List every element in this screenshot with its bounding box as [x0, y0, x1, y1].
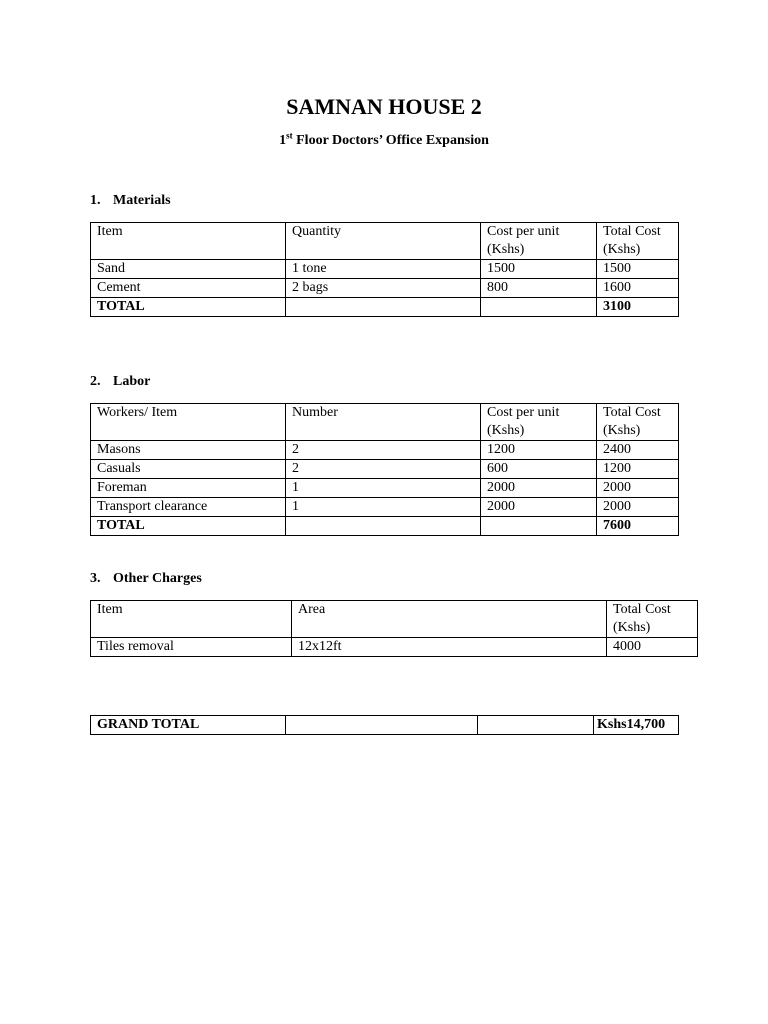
table-row [91, 498, 679, 517]
table-row [91, 460, 679, 479]
other-charges-heading-text: Other Charges [113, 571, 202, 586]
table-cell: Casuals [91, 460, 286, 479]
table-cell: Foreman [91, 479, 286, 498]
table-cell: 2 bags [286, 279, 481, 298]
table-cell: 800 [481, 279, 597, 298]
table-cell [478, 716, 594, 735]
total-label: TOTAL [91, 298, 286, 317]
table-cell: 2000 [597, 498, 679, 517]
table-row [91, 279, 679, 298]
table-cell: 1 tone [286, 260, 481, 279]
table-cell: 1 [286, 498, 481, 517]
subtitle-number: 1 [279, 133, 287, 148]
table-cell: 4000 [607, 638, 698, 657]
table-cell: Sand [91, 260, 286, 279]
table-cell: 600 [481, 460, 597, 479]
table-row [91, 260, 679, 279]
grand-total-label: GRAND TOTAL [91, 716, 286, 735]
subtitle-text: Floor Doctors’ Office Expansion [292, 133, 489, 148]
table-cell: 2000 [481, 498, 597, 517]
total-row [91, 517, 679, 536]
table-row [91, 479, 679, 498]
table-cell: 12x12ft [292, 638, 607, 657]
header-cell: Workers/ Item [91, 404, 286, 441]
table-cell: 2000 [597, 479, 679, 498]
labor-heading-text: Labor [113, 374, 151, 389]
table-cell [286, 716, 478, 735]
table-cell: 2 [286, 441, 481, 460]
materials-table [90, 222, 679, 317]
header-cell: Total Cost (Kshs) [597, 404, 679, 441]
document-subtitle [0, 131, 768, 151]
header-cell: Item [91, 223, 286, 260]
table-header-row [91, 601, 698, 638]
header-cell: Number [286, 404, 481, 441]
materials-heading-text: Materials [113, 193, 171, 208]
labor-number: 2. [90, 374, 101, 389]
document-title: SAMNAN HOUSE 2 [286, 94, 482, 119]
header-cell: Quantity [286, 223, 481, 260]
total-label: TOTAL [91, 517, 286, 536]
grand-total-value: Kshs14,700 [594, 716, 679, 735]
table-cell: 1200 [481, 441, 597, 460]
other-charges-table [90, 600, 698, 657]
total-value: 7600 [597, 517, 679, 536]
table-cell: 2 [286, 460, 481, 479]
materials-number: 1. [90, 193, 101, 208]
header-cell: Cost per unit (Kshs) [481, 223, 597, 260]
table-cell [481, 298, 597, 317]
table-cell [286, 517, 481, 536]
subtitle-ordinal: st [286, 130, 293, 141]
table-cell: Tiles removal [91, 638, 292, 657]
materials-heading [90, 192, 171, 210]
labor-table [90, 403, 679, 536]
grand-total-row [91, 716, 679, 735]
table-cell: 1500 [481, 260, 597, 279]
table-cell: 1500 [597, 260, 679, 279]
labor-heading [90, 373, 150, 391]
table-row [91, 441, 679, 460]
table-cell [286, 298, 481, 317]
header-cell: Total Cost (Kshs) [607, 601, 698, 638]
table-row [91, 638, 698, 657]
other-charges-heading [90, 570, 202, 588]
grand-total-table [90, 715, 679, 735]
total-value: 3100 [597, 298, 679, 317]
table-cell: Masons [91, 441, 286, 460]
header-cell: Area [292, 601, 607, 638]
table-cell: Transport clearance [91, 498, 286, 517]
total-row [91, 298, 679, 317]
other-charges-number: 3. [90, 571, 101, 586]
table-cell: 2400 [597, 441, 679, 460]
header-cell: Total Cost (Kshs) [597, 223, 679, 260]
table-cell: 1 [286, 479, 481, 498]
table-cell: 1200 [597, 460, 679, 479]
header-cell: Item [91, 601, 292, 638]
table-cell: 1600 [597, 279, 679, 298]
table-cell: Cement [91, 279, 286, 298]
table-header-row [91, 404, 679, 441]
header-cell: Cost per unit (Kshs) [481, 404, 597, 441]
table-header-row [91, 223, 679, 260]
table-cell [481, 517, 597, 536]
table-cell: 2000 [481, 479, 597, 498]
